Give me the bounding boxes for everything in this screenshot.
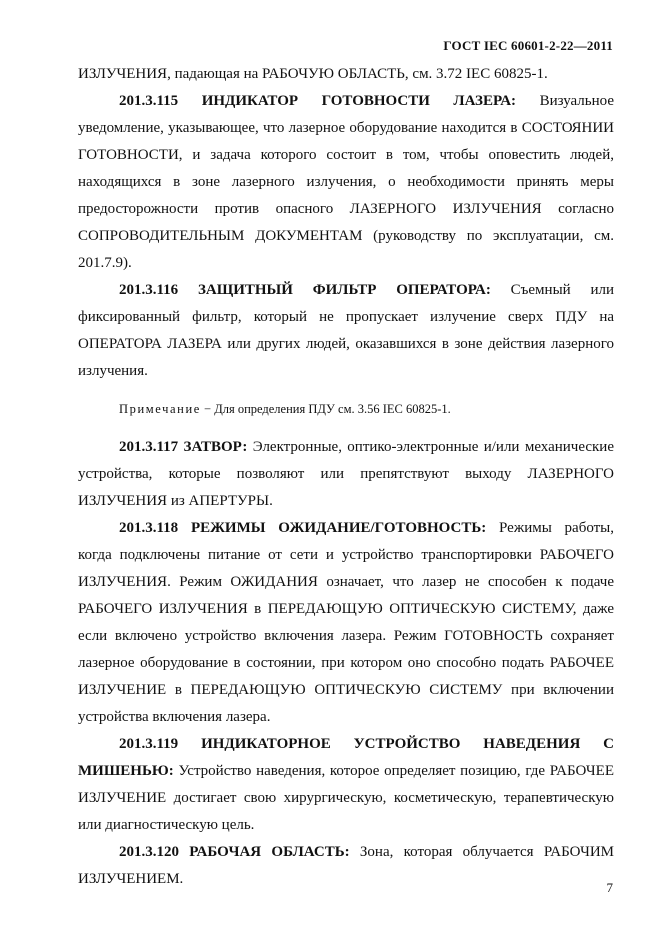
- definition-term: ИНДИКАТОР ГОТОВНОСТИ ЛАЗЕРА:: [201, 93, 517, 109]
- note-text: − Для определения ПДУ см. 3.56 IEC 60825-1.: [200, 402, 451, 416]
- definition-text: Устройство наведения, которое определяет позицию, где РАБОЧЕЕ ИЗЛУЧЕНИЕ достигает свою хирургическую, косметическую, терапевтическую или диагностическую цель.: [78, 763, 614, 833]
- definition-number: 201.3.120: [119, 844, 179, 860]
- standard-header: ГОСТ IEC 60601-2-22—2011: [443, 38, 613, 53]
- definition-text: Зона, которая облучается РАБОЧИМ ИЗЛУЧЕНИЕМ.: [78, 844, 614, 887]
- definition-term: ЗАЩИТНЫЙ ФИЛЬТР ОПЕРАТОРА:: [197, 282, 491, 298]
- definition-text: Съемный или фиксированный фильтр, который не пропускает излучение сверх ПДУ на ОПЕРАТОРА ЛАЗЕРА или других людей, оказавшихся в зоне действия лазерного излучения.: [78, 282, 615, 379]
- definition-term: РЕЖИМЫ ОЖИДАНИЕ/ГОТОВНОСТЬ:: [190, 520, 487, 536]
- definition-number: 201.3.115: [119, 93, 179, 109]
- definition-201-3-119: [78, 731, 614, 839]
- definition-201-3-120: [78, 839, 614, 893]
- definition-text: Режимы работы, когда подключены питание от сети и устройство транспортировки РАБОЧЕГО ИЗЛУЧЕНИЯ. Режим ОЖИДАНИЯ означает, что лазер не способен к подаче РАБОЧЕГО ИЗЛУЧЕНИЯ в ПЕРЕДАЮЩУЮ ОПТИЧЕСКУЮ СИСТЕМУ, даже если включено устройство включения лазера. Режим ГОТОВНОСТЬ сохраняет лазерное оборудование в состоянии, при котором оно способно подать РАБОЧЕЕ ИЗЛУЧЕНИЕ в ПЕРЕДАЮЩУЮ ОПТИЧЕСКУЮ СИСТЕМУ при включении устройства включения лазера.: [78, 520, 615, 725]
- definition-201-3-116: [78, 277, 614, 385]
- definition-term: РАБОЧАЯ ОБЛАСТЬ:: [189, 844, 350, 860]
- definition-201-3-117: [78, 434, 614, 515]
- continuation-text: ИЗЛУЧЕНИЯ, падающая на РАБОЧУЮ ОБЛАСТЬ, см. 3.72 IEC 60825-1.: [78, 66, 548, 82]
- definition-term: ЗАТВОР:: [183, 439, 248, 455]
- definition-201-3-115: [78, 88, 614, 277]
- definition-number: 201.3.116: [119, 282, 179, 298]
- page-number: 7: [606, 880, 613, 895]
- definition-201-3-118: [78, 515, 614, 731]
- note-label: Примечание: [119, 402, 201, 416]
- page-content: [78, 61, 614, 893]
- definition-text: Визуальное уведомление, указывающее, что лазерное оборудование находится в СОСТОЯНИИ ГОТОВНОСТИ, и задача которого состоит в том, чтобы оповестить людей, находящихся в зоне лазерного излучения, о необходимости принять меры предосторожности против опасного ЛАЗЕРНОГО ИЗЛУЧЕНИЯ согласно СОПРОВОДИТЕЛЬНЫМ ДОКУМЕНТАМ (руководству по эксплуатации, см. 201.7.9).: [78, 93, 614, 271]
- note: [78, 401, 614, 417]
- definition-number: 201.3.117: [119, 439, 179, 455]
- definition-number: 201.3.119: [119, 736, 179, 752]
- definition-number: 201.3.118: [119, 520, 179, 536]
- definition-term: ИНДИКАТОРНОЕ УСТРОЙСТВО НАВЕДЕНИЯ С МИШЕНЬЮ:: [78, 736, 615, 779]
- definition-text: Электронные, оптико-электронные и/или механические устройства, которые позволяют или препятствуют выходу ЛАЗЕРНОГО ИЗЛУЧЕНИЯ из АПЕРТУРЫ.: [78, 439, 614, 509]
